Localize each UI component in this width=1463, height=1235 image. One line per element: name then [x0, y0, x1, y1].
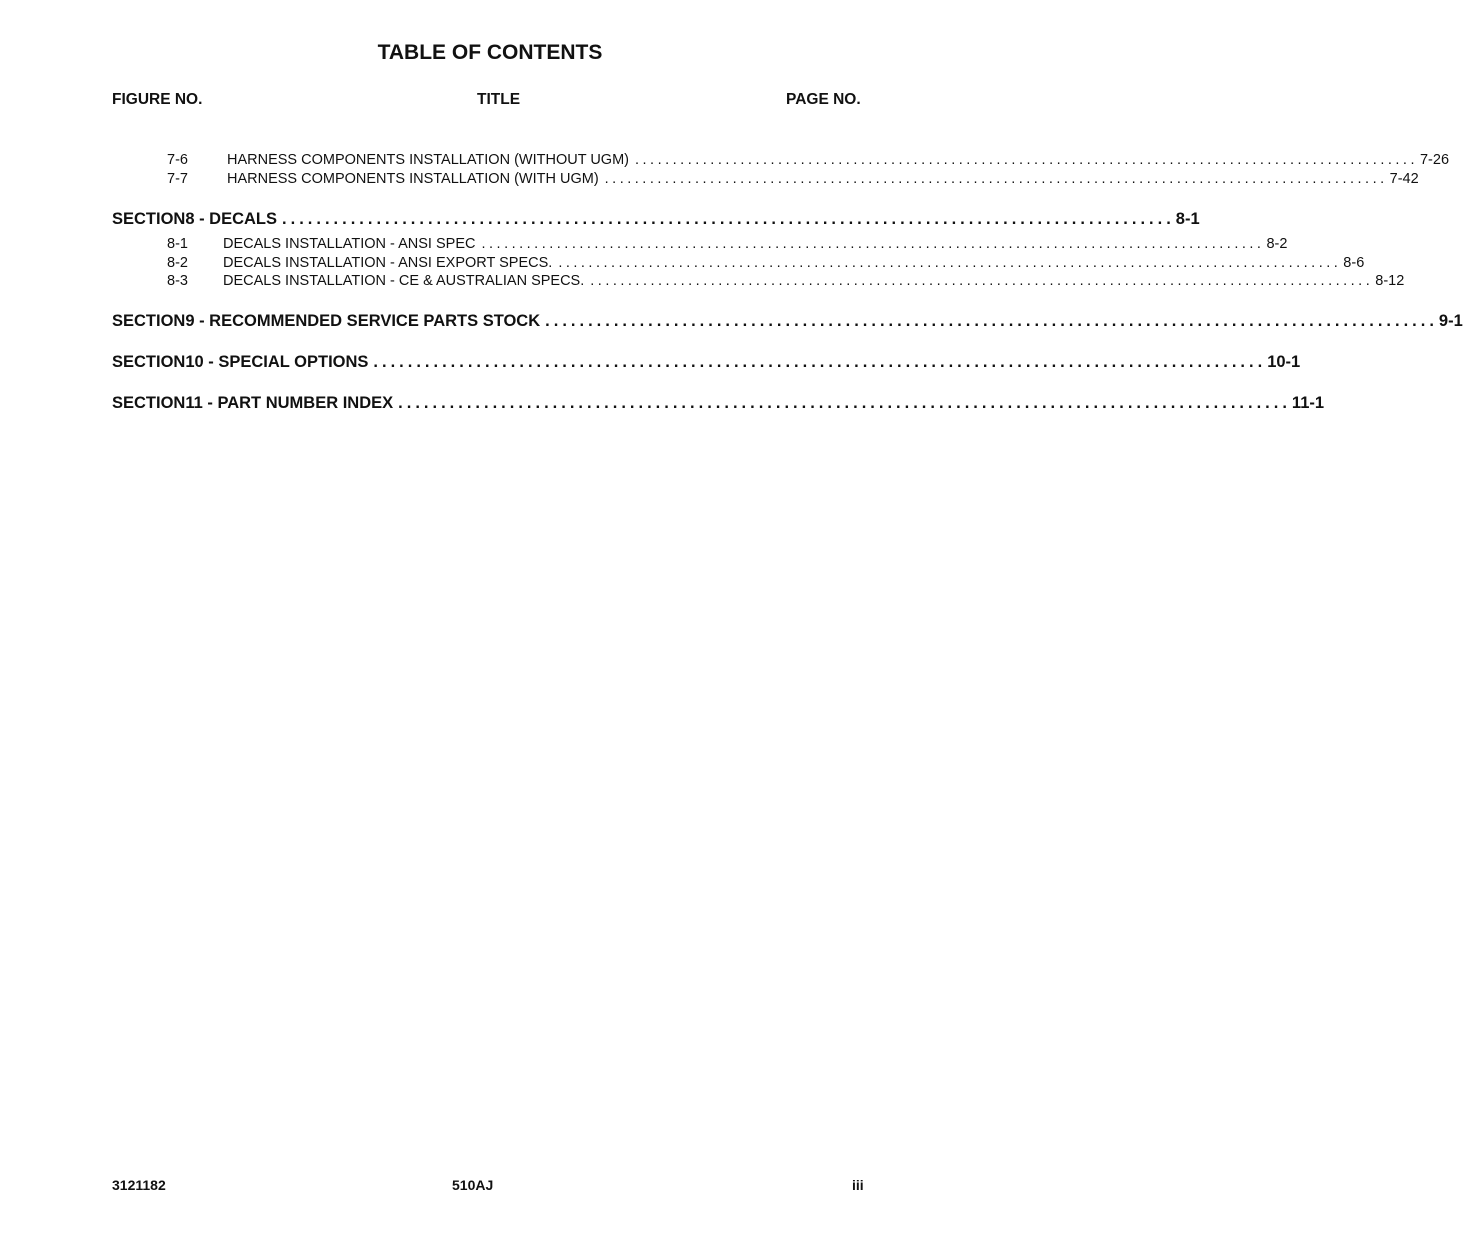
- figure-page: 7-26: [1419, 152, 1450, 168]
- page-no-header: PAGE NO.: [786, 91, 861, 108]
- section-page: 11-1: [1291, 394, 1325, 412]
- section-page: 9-1: [1438, 312, 1463, 330]
- figure-number: 8-1: [167, 236, 188, 252]
- page-title: TABLE OF CONTENTS: [377, 41, 603, 64]
- figure-entry[interactable]: [167, 255, 1365, 273]
- figure-title: HARNESS COMPONENTS INSTALLATION (WITHOUT UGM): [227, 152, 629, 168]
- section-label: SECTION: [112, 210, 186, 228]
- figure-no-header: FIGURE NO.: [112, 91, 203, 108]
- figure-title: DECALS INSTALLATION - CE & AUSTRALIAN SPECS.: [223, 273, 585, 289]
- figure-page: 8-6: [1343, 255, 1365, 271]
- section-entry[interactable]: [112, 394, 1325, 413]
- figure-number: 7-7: [167, 171, 188, 187]
- title-header: TITLE: [477, 91, 521, 108]
- section-entry[interactable]: [112, 312, 1463, 331]
- figure-title: HARNESS COMPONENTS INSTALLATION (WITH UGM): [227, 171, 599, 187]
- dot-leader: ........................................................................................................: [373, 353, 1267, 371]
- dot-leader: ........................................................................................................: [545, 312, 1438, 330]
- section-title: 9 - RECOMMENDED SERVICE PARTS STOCK: [185, 312, 541, 330]
- figure-page: 7-42: [1389, 171, 1419, 187]
- figure-number: 8-3: [167, 273, 188, 289]
- section-label: SECTION: [112, 394, 186, 412]
- dot-leader: ........................................................................................................: [282, 210, 1175, 228]
- dot-leader: ........................................................................................................: [604, 171, 1388, 187]
- figure-number: 7-6: [167, 152, 188, 168]
- dot-leader: ........................................................................................................: [558, 255, 1342, 271]
- section-page: 10-1: [1267, 353, 1301, 371]
- footer-page-number: iii: [852, 1177, 864, 1193]
- section-title: 11 - PART NUMBER INDEX: [185, 394, 394, 412]
- figure-entry[interactable]: [167, 171, 1419, 189]
- section-page: 8-1: [1175, 210, 1200, 228]
- figure-title: DECALS INSTALLATION - ANSI EXPORT SPECS.: [223, 255, 553, 271]
- section-label: SECTION: [112, 312, 186, 330]
- dot-leader: ........................................................................................................: [635, 152, 1418, 168]
- section-entry[interactable]: [112, 210, 1200, 229]
- section-title: 8 - DECALS: [185, 210, 278, 228]
- figure-page: 8-12: [1375, 273, 1405, 289]
- figure-number: 8-2: [167, 255, 188, 271]
- dot-leader: ........................................................................................................: [590, 273, 1374, 289]
- figure-page: 8-2: [1266, 236, 1288, 252]
- footer-doc-number: 3121182: [112, 1177, 166, 1193]
- figure-entry[interactable]: [167, 152, 1450, 170]
- figure-entry[interactable]: [167, 273, 1405, 291]
- section-label: SECTION: [112, 353, 186, 371]
- footer-model: 510AJ: [452, 1177, 494, 1193]
- section-title: 10 - SPECIAL OPTIONS: [185, 353, 369, 371]
- dot-leader: ........................................................................................................: [398, 394, 1291, 412]
- dot-leader: ........................................................................................................: [481, 236, 1265, 252]
- section-entry[interactable]: [112, 353, 1301, 372]
- figure-entry[interactable]: [167, 236, 1288, 254]
- figure-title: DECALS INSTALLATION - ANSI SPEC: [223, 236, 476, 252]
